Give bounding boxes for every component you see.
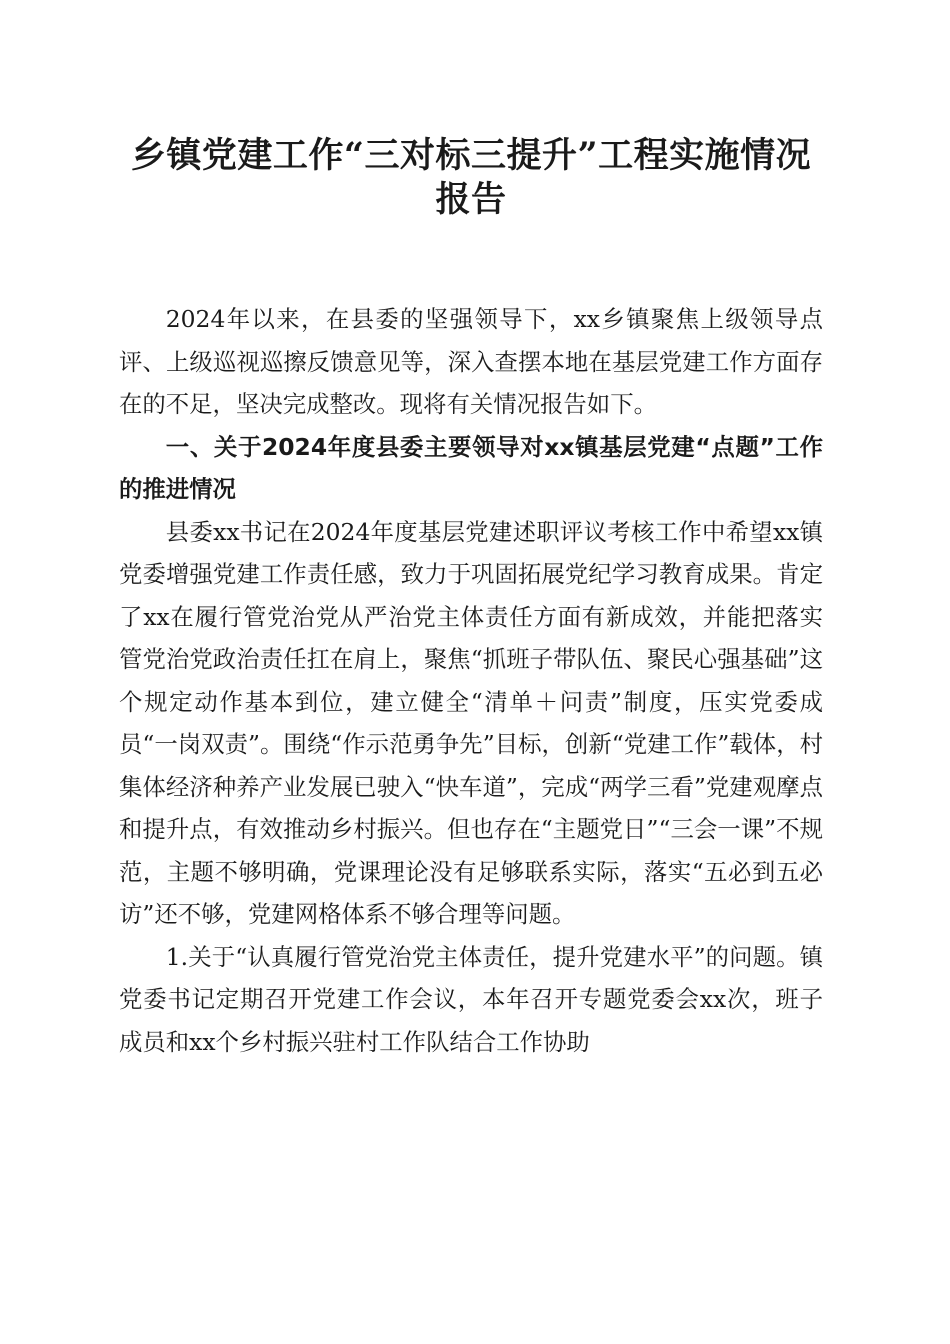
body-paragraph: 1.关于“认真履行管党治党主体责任，提升党建水平”的问题。镇党委书记定期召开党建工作会议，本年召开专题党委会xx次，班子成员和xx个乡村振兴驻村工作队结合工作协助 xyxy=(119,942,823,1056)
title-line-1: 乡镇党建工作“三对标三提升”工程实施情况 xyxy=(130,135,812,176)
document-title xyxy=(119,134,823,222)
body-paragraph: 县委xx书记在2024年度基层党建述职评议考核工作中希望xx镇党委增强党建工作责任感，致力于巩固拓展党纪学习教育成果。肯定了xx在履行管党治党从严治党主体责任方面有新成效，并能把落实管党治党政治责任扛在肩上，聚焦“抓班子带队伍、聚民心强基础”这个规定动作基本到位，建立健全“清单＋问责”制度，压实党委成员“一岗双责”。围绕“作示范勇争先”目标，创新“党建工作”载体，村集体经济种养产业发展已驶入“快车道”，完成“两学三看”党建观摩点和提升点，有效推动乡村振兴。但也存在“主题党日”“三会一课”不规范，主题不够明确，党课理论没有足够联系实际，落实“五必到五必访”还不够，党建网格体系不够合理等问题。 xyxy=(119,517,823,928)
document-content xyxy=(119,134,823,1063)
section-1-heading: 一、关于2024年度县委主要领导对xx镇基层党建“点题”工作的推进情况 xyxy=(119,432,823,503)
document-body xyxy=(119,298,823,1063)
title-line-2: 报告 xyxy=(435,179,507,220)
intro-paragraph: 2024年以来，在县委的坚强领导下，xx乡镇聚焦上级领导点评、上级巡视巡擦反馈意见等，深入查摆本地在基层党建工作方面存在的不足，坚决完成整改。现将有关情况报告如下。 xyxy=(119,305,823,418)
